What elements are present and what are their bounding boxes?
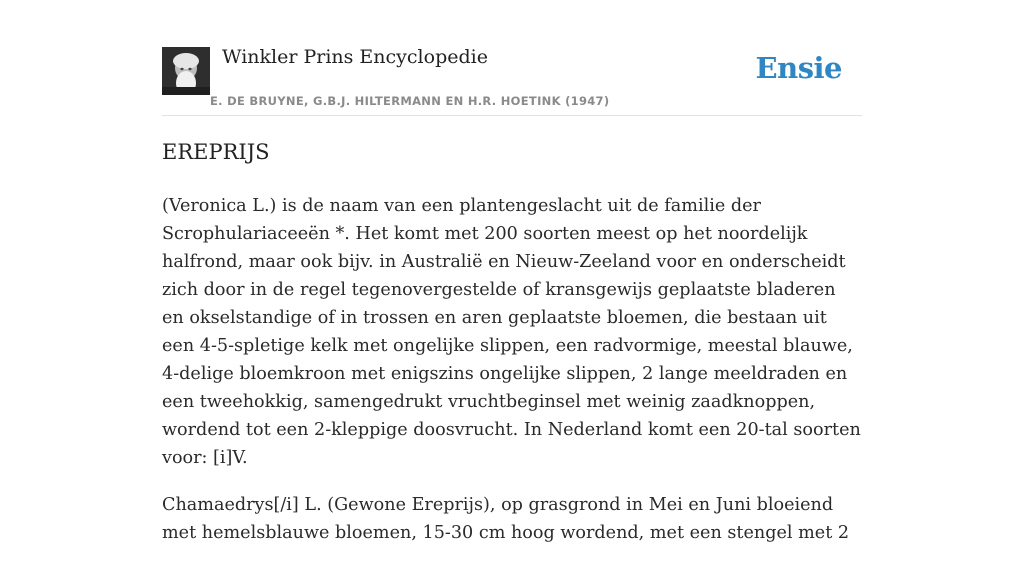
- article-paragraph: Chamaedrys[/i] L. (Gewone Ereprijs), op grasgrond in Mei en Juni bloeiend met hemelsblauwe bloemen, 15-30 cm hoog wordend, met een stengel met 2: [162, 495, 850, 543]
- author-avatar: [162, 47, 210, 95]
- article-title: EREPRIJS: [162, 140, 270, 164]
- site-header: [162, 45, 862, 116]
- article-paragraph: (Veronica L.) is de naam van een plantengeslacht uit de familie der Scrophulariaceeën *. Het komt met 200 soorten meest op het noordelijk halfrond, maar ook bijv. in Australië en Nieuw-Zeeland voor en onderscheidt zich door in de regel tegenovergestelde of kransgewijs geplaatste bladeren en okselstandige of in trossen en aren geplaatste bloemen, die bestaan uit een 4-5-spletige kelk met ongelijke slippen, een radvormige, meestal blauwe, 4-delige bloemkroon met enigszins ongelijke slippen, 2 lange meeldraden en een tweehokkig, samengedrukt vruchtbeginsel met weinig zaadknoppen, wordend tot een 2-kleppige doosvrucht. In Nederland komt een 20-tal soorten voor: [i]V.: [162, 196, 861, 468]
- book-authors: E. DE BRUYNE, G.B.J. HILTERMANN EN H.R. HOETINK (1947): [210, 94, 610, 108]
- author-portrait-icon: [162, 47, 210, 95]
- book-title[interactable]: Winkler Prins Encyclopedie: [222, 46, 488, 68]
- article-body: [162, 192, 862, 566]
- ensie-logo-link[interactable]: Ensie: [755, 51, 842, 85]
